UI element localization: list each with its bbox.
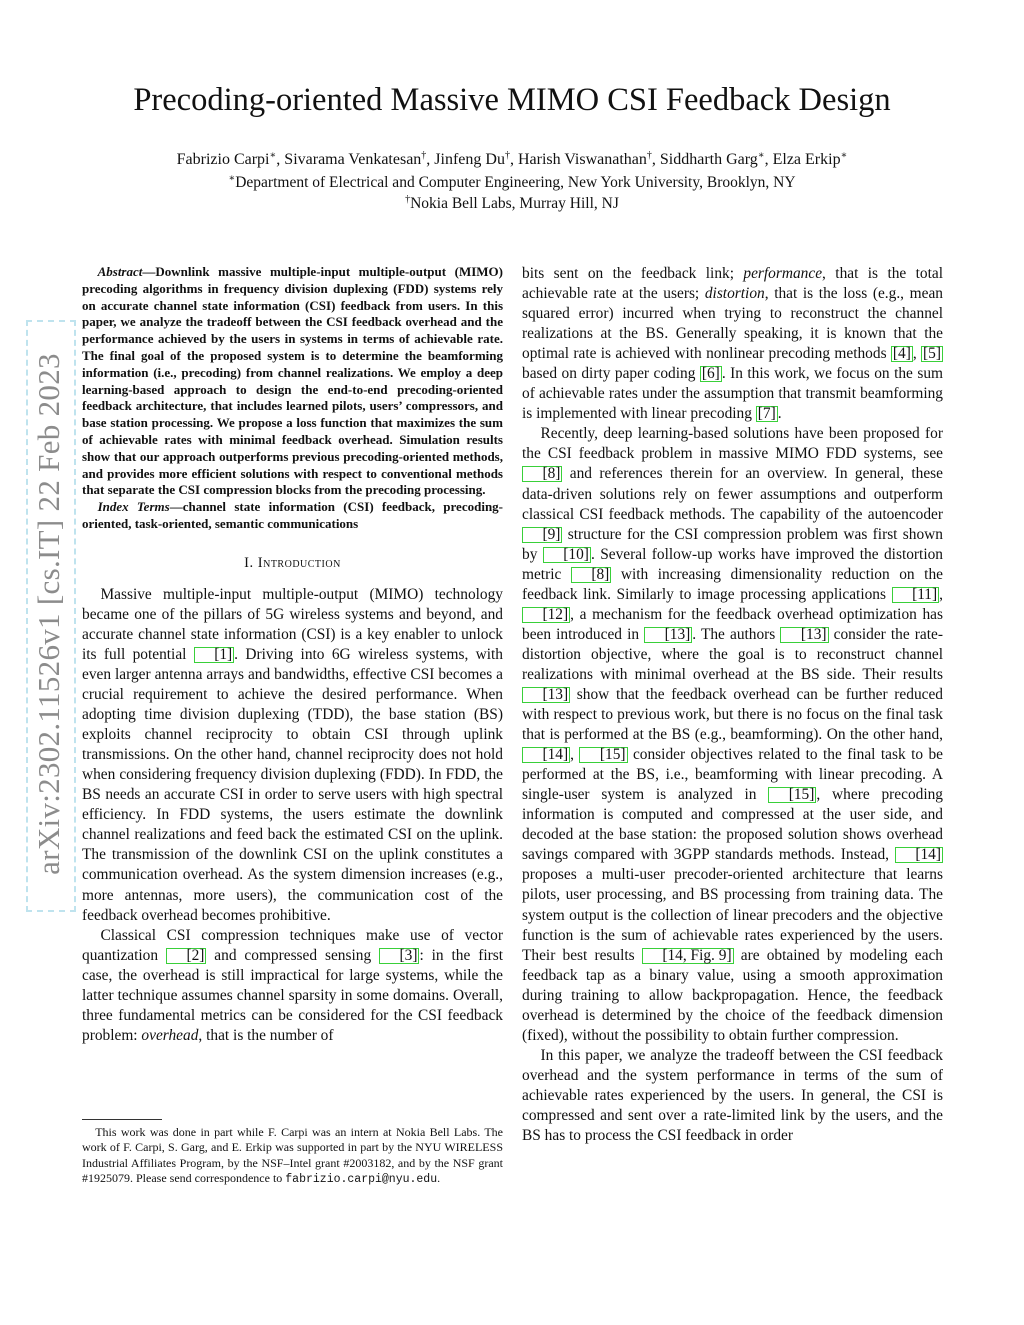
author-affiliation-mark: † xyxy=(421,150,427,161)
text-run: , where precoding information is computed and compressed at the user side, and decoded at the base station: the proposed solution shows overhead savings compared with 3GPP standards methods. Instead, xyxy=(522,786,943,864)
text-run: , xyxy=(912,345,922,363)
citation-link[interactable]: [1] xyxy=(194,647,234,663)
text-run: structure for the CSI compression problem was first shown by xyxy=(522,525,943,563)
text-run: . Several follow-up works have improved the distortion metric xyxy=(522,545,943,583)
citation-link[interactable]: [15] xyxy=(768,787,816,803)
citation-link[interactable]: [3] xyxy=(379,948,419,964)
text-run: , that is the total achievable rate at the users; xyxy=(522,265,943,303)
index-terms-text: —channel state information (CSI) feedback, precoding-oriented, task-oriented, semantic communications xyxy=(82,499,503,531)
right-column xyxy=(522,264,943,1146)
author-affiliation-mark: ∗ xyxy=(757,150,765,161)
affiliation-nyu: ∗Department of Electrical and Computer Engineering, New York University, Brooklyn, NY xyxy=(228,173,796,191)
text-run: consider objectives related to the final task to be performed at the BS, i.e., beamforming with linear precoding. A single-user system is analyzed in xyxy=(522,746,943,804)
text-run: , that is the number of xyxy=(198,1026,334,1044)
arxiv-stamp xyxy=(26,320,74,910)
paper-title: Precoding-oriented Massive MIMO CSI Feedback Design xyxy=(133,82,891,118)
text-run: In this paper, we analyze the tradeoff between the CSI feedback overhead and the system performance in terms of the sum of achievable rates experienced by the users. In general, the CSI is compressed and sent over a rate-limited link by the users, and the BS has to process the CSI feedback in order xyxy=(522,1046,943,1145)
email-link[interactable]: fabrizio.carpi@nyu.edu xyxy=(285,1173,438,1187)
author-name: Fabrizio Carpi xyxy=(176,151,270,168)
text-run: : in the first case, the overhead is still impractical for large systems, while the latter technique assumes channel sparsity in some domains. Overall, three fundamental metrics can be considered for the CSI feedback problem: xyxy=(82,946,503,1044)
abstract-text: —Downlink massive multiple-input multiple-output (MIMO) precoding algorithms in frequency division duplexing (FDD) systems rely on accurate channel state information (CSI) feedback from users. In this paper, we analyze the tradeoff between the CSI feedback overhead and the performance achieved by the users in systems in terms of achievable rate. The final goal of the proposed system is to determine the beamforming information (i.e., precoding) from channel realizations. We employ a deep learning-based approach to design the end-to-end precoding-oriented feedback architecture, that includes learned pilots, users’ compressors, and base station processing. We propose a loss function that maximizes the sum of achievable rates with minimal feedback overhead. Simulation results show that our approach outperforms previous precoding-oriented methods, and provides more efficient solutions with respect to conventional methods that separate the CSI compression blocks from the precoding processing. xyxy=(82,264,503,498)
text-run: with increasing dimensionality reduction on the feedback link. Similarly to image processing applications xyxy=(522,565,943,603)
index-terms-label: Index Terms xyxy=(97,499,170,515)
citation-link[interactable]: [10] xyxy=(543,547,591,563)
text-run: . xyxy=(777,405,782,423)
text-run: and compressed sensing xyxy=(206,946,380,964)
citation-link[interactable]: [9] xyxy=(522,527,562,543)
text-run: , xyxy=(939,585,943,603)
introduction-left-text xyxy=(82,585,503,1046)
text-run: are obtained by modeling each feedback tap as a binary value, using a smooth approximation during training to allow backpropagation. Hence, the feedback overhead is determined by the choice of the feedback dimension (fixed), without the possibility to obtain further compression. xyxy=(522,946,943,1044)
citation-link[interactable]: [13] xyxy=(522,687,570,703)
author-affiliation-mark: ∗ xyxy=(840,150,848,161)
body-paragraph xyxy=(82,926,503,1046)
citation-link[interactable]: [11] xyxy=(892,587,940,603)
author-name: Elza Erkip xyxy=(772,151,841,168)
text-run: and references therein for an overview. In general, these data-driven solutions rely on fewer assumptions and outperform classical CSI feedback methods. The capability of the autoencoder xyxy=(522,465,943,523)
body-paragraph xyxy=(522,424,943,1045)
text-run: Classical CSI compression techniques make use of vector quantization xyxy=(82,926,503,964)
citation-link[interactable]: [5] xyxy=(923,345,941,363)
author-affiliation-mark: † xyxy=(504,150,510,161)
text-run: . In this work, we focus on the sum of achievable rates under the assumption that transmit beamforming is implemented with linear precoding xyxy=(522,365,943,423)
left-column xyxy=(82,264,503,1046)
author-name: Sivarama Venkatesan xyxy=(284,151,422,168)
author-name: Jinfeng Du xyxy=(434,151,505,168)
text-run: consider the rate-distortion objective, where the goal is to reconstruct channel realizations with minimal overhead at the BS side. Their results xyxy=(522,625,943,683)
emphasis-text: distortion xyxy=(704,285,765,303)
emphasis-text: performance xyxy=(743,265,823,282)
section-heading-introduction: I. Introduction xyxy=(244,554,341,571)
citation-link[interactable]: [13] xyxy=(780,627,828,643)
author-list: Fabrizio Carpi∗, Sivarama Venkatesan†, Jinfeng Du†, Harish Viswanathan†, Siddharth Garg∗, Elza Erkip∗ xyxy=(176,150,848,168)
text-run: proposes a multi-user precoder-oriented architecture that learns pilots, user processing, and BS processing from training data. The system output is the collection of linear precoders and the objective function is the sum of achievable rates experienced by the users. Their best results xyxy=(522,866,943,964)
citation-link[interactable]: [12] xyxy=(522,607,570,623)
citation-link[interactable]: [13] xyxy=(644,627,692,643)
abstract-paragraph xyxy=(82,264,503,499)
footnote: This work was done in part while F. Carpi was an intern at Nokia Bell Labs. The work of F. Carpi, S. Garg, and E. Erkip was supported in part by the NYU WIRELESS Industrial Affiliates Program, by the NSF–Intel grant #2003182, and by the NSF grant #1925079. Please send correspondence to fabrizio.carpi@nyu.edu. xyxy=(82,1125,503,1187)
text-run: . Driving into 6G wireless systems, with even larger antenna arrays and bandwidths, effective CSI becomes a crucial requirement to achieve the desired performance. When adopting time division duplexing (TDD), the base station (BS) exploits channel reciprocity to obtain CSI through uplink transmissions. On the other hand, channel reciprocity does not hold when considering frequency division duplexing (FDD). In FDD, the BS needs an accurate CSI in order to serve users with high spectral efficiency. In FDD systems, the users estimate the downlink channel realizations and feed back the estimated CSI on the uplink. The transmission of the downlink CSI on the uplink constitutes a communication overhead. As the system dimension increases (e.g., more antennas, more users), the communication cost of the feedback overhead becomes prohibitive. xyxy=(82,645,503,924)
citation-link[interactable]: [4] xyxy=(892,345,911,363)
citation-link[interactable]: [14, Fig. 9] xyxy=(642,948,734,964)
text-run: Massive multiple-input multiple-output (MIMO) technology became one of the pillars of 5G wireless systems and beyond, and accurate channel state information (CSI) is a key enabler to unlock its full potential xyxy=(82,585,503,663)
citation-link[interactable]: [7] xyxy=(757,405,776,423)
text-run: , xyxy=(570,746,580,764)
footnote-rule xyxy=(82,1119,162,1120)
abstract-label: Abstract xyxy=(97,264,143,279)
body-paragraph xyxy=(522,1046,943,1146)
text-run: , a mechanism for the feedback overhead optimization has been introduced in xyxy=(522,605,943,643)
citation-link[interactable]: [2] xyxy=(166,948,206,964)
text-run: . The authors xyxy=(692,625,781,643)
citation-link[interactable]: [6] xyxy=(701,365,720,383)
citation-link[interactable]: [14] xyxy=(895,847,943,863)
text-run: show that the feedback overhead can be further reduced with respect to previous work, but there is no focus on the final task that is performed at the BS (e.g., beamforming). On the other hand, xyxy=(522,685,943,744)
body-paragraph xyxy=(522,264,943,424)
body-paragraph xyxy=(82,585,503,926)
author-name: Siddharth Garg xyxy=(659,151,758,168)
text-run: bits sent on the feedback link; xyxy=(522,265,744,282)
citation-link[interactable]: [8] xyxy=(522,466,562,482)
affiliation-nokia: †Nokia Bell Labs, Murray Hill, NJ xyxy=(405,194,619,212)
text-run: based on dirty paper coding xyxy=(522,365,700,383)
author-name: Harish Viswanathan xyxy=(517,151,647,168)
citation-link[interactable]: [15] xyxy=(579,747,627,763)
introduction-right-text xyxy=(522,264,943,1146)
abstract xyxy=(82,264,503,533)
author-affiliation-mark: ∗ xyxy=(269,150,277,161)
text-run: , that is the loss (e.g., mean squared error) incurred when trying to reconstruct the channel realizations at the BS. Generally speaking, it is known that the optimal rate is achieved with nonlinear precoding methods xyxy=(522,285,943,363)
arxiv-identifier[interactable]: arXiv:2302.11526v1 [cs.IT] 22 Feb 2023 xyxy=(31,353,66,875)
citation-link[interactable]: [8] xyxy=(571,567,611,583)
index-terms xyxy=(82,499,503,533)
emphasis-text: overhead xyxy=(141,1026,199,1044)
author-affiliation-mark: † xyxy=(646,150,652,161)
text-run: Recently, deep learning-based solutions have been proposed for the CSI feedback problem in massive MIMO FDD systems, see xyxy=(522,425,943,463)
citation-link[interactable]: [14] xyxy=(522,747,570,763)
